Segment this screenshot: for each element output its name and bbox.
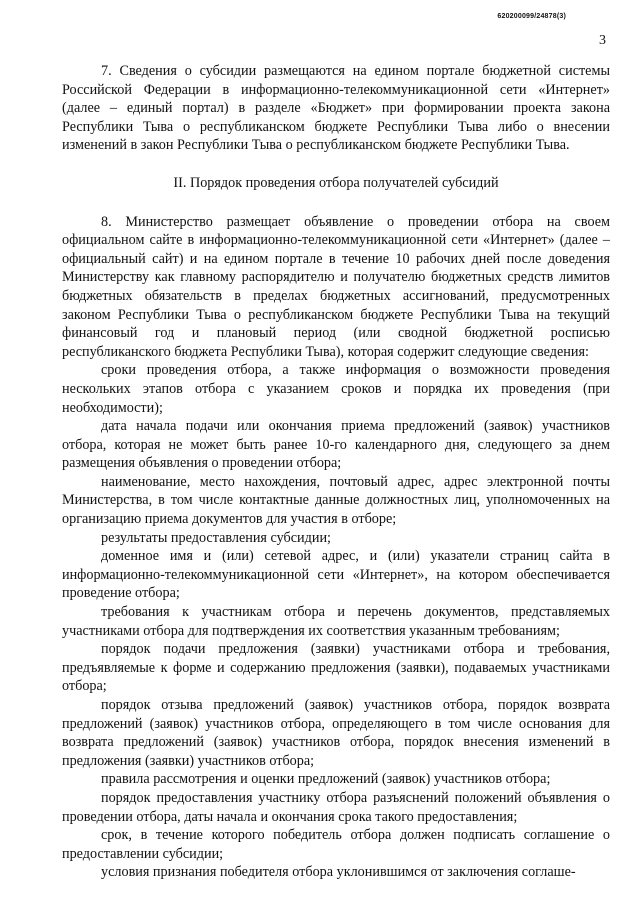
paragraph-7: 7. Сведения о субсидии размещаются на едином портале бюджетной системы Российской Федерации в информационно-телекоммуникационной сети «Интернет» (далее – единый портал) в разделе «Бюджет» при формировании проекта закона Республики Тыва о республиканском бюджете Республики Тыва либо о внесении изменений в закон Республики Тыва о республиканском бюджете Республики Тыва. [62,63,610,154]
list-item: условия признания победителя отбора уклонившимся от заключения соглаше- [101,864,576,881]
list-item: наименование, место нахождения, почтовый адрес, адрес электронной почты Министерства, в том числе контактные данные должностных лиц, уполномоченных на организацию приема документов для участия в отборе; [62,473,610,528]
list-item: требования к участникам отбора и перечень документов, представляемых участниками отбора для подтверждения их соответствия указанным требованиям; [62,604,610,639]
list-item: правила рассмотрения и оценки предложений (заявок) участников отбора; [101,771,551,788]
list-item: сроки проведения отбора, а также информация о возможности проведения нескольких этапов отбора с указанием сроков и порядка их проведения (при необходимости); [62,362,610,416]
paragraph-8: 8. Министерство размещает объявление о проведении отбора на своем официальном сайте в информационно-телекоммуникационной сети «Интернет» (далее – официальный сайт) и на едином портале в течение 10 рабочих дней после доведения Министерству как главному распорядителю и получателю бюджетных средств лимитов бюджетных обязательств в пределах бюджетных ассигнований, предусмотренных законом Республики Тыва о республиканском бюджете Республики Тыва на текущий финансовый год и плановый период (или сводной бюджетной росписью республиканского бюджета Республики Тыва), которая содержит следующие сведения: [62,213,610,360]
document-number: 620200099/24878(3) [497,13,566,20]
document-body [62,62,610,882]
section-title: II. Порядок проведения отбора получателей субсидий [173,174,499,191]
page-number: 3 [599,33,606,48]
list-item: результаты предоставления субсидии; [101,529,331,546]
list-item: порядок отзыва предложений (заявок) участников отбора, порядок возврата предложений (заявок) участников отбора, определяющего в том числе основания для возврата предложений (заявок) участников отбора, порядок внесения изменений в предложения (заявки) участников отбора; [62,697,610,769]
list-item: дата начала подачи или окончания приема предложений (заявок) участников отбора, которая не может быть ранее 10-го календарного дня, следующего за днем размещения объявления о проведении отбора; [62,418,610,472]
list-item: порядок предоставления участнику отбора разъяснений положений объявления о проведении отбора, даты начала и окончания срока такого предоставления; [62,789,610,825]
list-item: доменное имя и (или) сетевой адрес, и (или) указатели страниц сайта в информационно-телекоммуникационной сети «Интернет», на котором обеспечивается проведение отбора; [62,548,610,602]
list-item: срок, в течение которого победитель отбора должен подписать соглашение о предоставлении субсидии; [62,827,610,862]
list-item: порядок подачи предложения (заявки) участниками отбора и требования, предъявляемые к форме и содержанию предложения (заявки), подаваемых участниками отбора; [62,641,610,695]
